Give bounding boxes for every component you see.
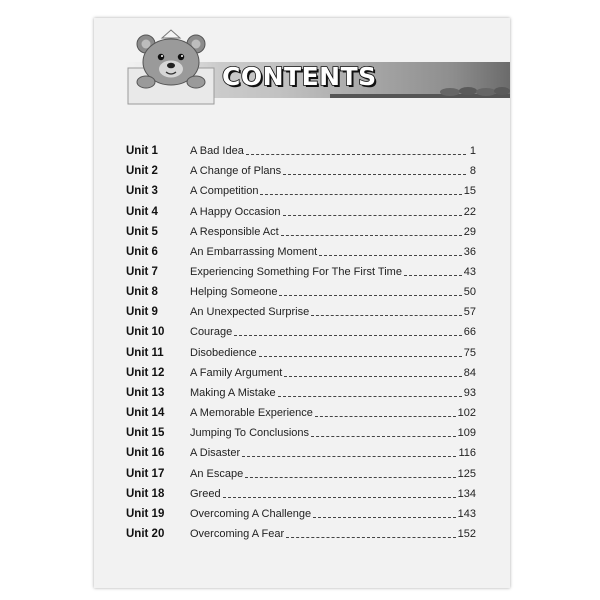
unit-title: Experiencing Something For The First Time: [190, 266, 402, 279]
page-number: 134: [457, 487, 476, 500]
toc-row[interactable]: [126, 524, 476, 544]
toc-row[interactable]: [126, 302, 476, 322]
unit-label: Unit 2: [126, 165, 158, 178]
toc-row[interactable]: [126, 464, 476, 484]
toc-row[interactable]: [126, 403, 476, 423]
unit-title: Disobedience: [190, 346, 257, 359]
unit-label: Unit 5: [126, 225, 158, 238]
unit-label: Unit 4: [126, 205, 158, 218]
page-number: 1: [469, 145, 476, 158]
page-number: 8: [469, 165, 476, 178]
dot-leader: [246, 153, 466, 155]
toc-row[interactable]: [126, 242, 476, 262]
page-number: 84: [463, 366, 476, 379]
bear-mascot-icon: [122, 26, 220, 106]
dot-leader: [245, 476, 455, 478]
dot-leader: [319, 254, 462, 256]
page-number: 75: [463, 346, 476, 359]
page-number: 102: [457, 407, 476, 420]
page-number: 93: [463, 386, 476, 399]
toc-row[interactable]: [126, 484, 476, 504]
unit-label: Unit 20: [126, 528, 165, 541]
unit-label: Unit 3: [126, 185, 158, 198]
dot-leader: [311, 314, 462, 316]
unit-title: A Competition: [190, 185, 259, 198]
toc-row[interactable]: [126, 363, 476, 383]
unit-title: A Responsible Act: [190, 225, 279, 238]
toc-row[interactable]: [126, 423, 476, 443]
dot-leader: [404, 274, 462, 276]
table-of-contents: [126, 141, 476, 544]
toc-row[interactable]: [126, 161, 476, 181]
unit-label: Unit 18: [126, 487, 165, 500]
dot-leader: [234, 334, 462, 336]
unit-label: Unit 8: [126, 286, 158, 299]
dot-leader: [315, 415, 456, 417]
toc-row[interactable]: [126, 201, 476, 221]
unit-title: Greed: [190, 487, 221, 500]
page-number: 116: [458, 447, 476, 460]
unit-title: Overcoming A Challenge: [190, 507, 312, 520]
unit-title: A Bad Idea: [190, 145, 244, 158]
unit-title: Helping Someone: [190, 286, 278, 299]
unit-label: Unit 9: [126, 306, 158, 319]
toc-row[interactable]: [126, 282, 476, 302]
page-number: 22: [463, 205, 476, 218]
toc-row[interactable]: [126, 262, 476, 282]
unit-label: Unit 15: [126, 427, 165, 440]
unit-label: Unit 12: [126, 366, 165, 379]
page-number: 109: [457, 427, 476, 440]
page-number: 66: [463, 326, 476, 339]
toc-row[interactable]: [126, 141, 476, 161]
unit-title: A Disaster: [190, 447, 241, 460]
unit-title: A Memorable Experience: [190, 407, 313, 420]
unit-title: An Unexpected Surprise: [190, 306, 310, 319]
dot-leader: [311, 435, 456, 437]
unit-label: Unit 10: [126, 326, 165, 339]
page-number: 43: [463, 266, 476, 279]
page-number: 29: [463, 225, 476, 238]
unit-label: Unit 11: [126, 346, 164, 359]
toc-row[interactable]: [126, 181, 476, 201]
unit-title: An Escape: [190, 467, 244, 480]
dot-leader: [260, 193, 461, 195]
unit-title: A Happy Occasion: [190, 205, 281, 218]
dot-leader: [281, 234, 462, 236]
unit-title: Courage: [190, 326, 233, 339]
unit-label: Unit 16: [126, 447, 165, 460]
unit-label: Unit 17: [126, 467, 165, 480]
toc-row[interactable]: [126, 222, 476, 242]
unit-label: Unit 14: [126, 407, 165, 420]
unit-label: Unit 6: [126, 245, 158, 258]
dot-leader: [242, 455, 456, 457]
page-title: CONTENTS: [222, 62, 377, 91]
dot-leader: [283, 173, 466, 175]
unit-title: Making A Mistake: [190, 386, 276, 399]
toc-row[interactable]: [126, 322, 476, 342]
page-number: 15: [463, 185, 476, 198]
toc-row[interactable]: [126, 343, 476, 363]
dot-leader: [223, 496, 456, 498]
page-number: 57: [463, 306, 476, 319]
page-number: 50: [463, 286, 476, 299]
page-number: 143: [457, 507, 476, 520]
toc-row[interactable]: [126, 443, 476, 463]
page-number: 125: [457, 467, 476, 480]
toc-row[interactable]: [126, 504, 476, 524]
page-number: 36: [463, 245, 476, 258]
unit-label: Unit 13: [126, 386, 165, 399]
dot-leader: [278, 395, 462, 397]
unit-label: Unit 7: [126, 266, 158, 279]
toc-row[interactable]: [126, 383, 476, 403]
dot-leader: [283, 214, 462, 216]
dot-leader: [313, 516, 456, 518]
unit-label: Unit 19: [126, 507, 165, 520]
unit-label: Unit 1: [126, 145, 158, 158]
unit-title: Jumping To Conclusions: [190, 427, 310, 440]
dot-leader: [284, 375, 461, 377]
page-number: 152: [457, 528, 476, 541]
dot-leader: [279, 294, 461, 296]
unit-title: A Change of Plans: [190, 165, 282, 178]
unit-title: An Embarrassing Moment: [190, 245, 318, 258]
dot-leader: [286, 536, 455, 538]
unit-title: A Family Argument: [190, 366, 283, 379]
unit-title: Overcoming A Fear: [190, 528, 285, 541]
dot-leader: [259, 355, 462, 357]
